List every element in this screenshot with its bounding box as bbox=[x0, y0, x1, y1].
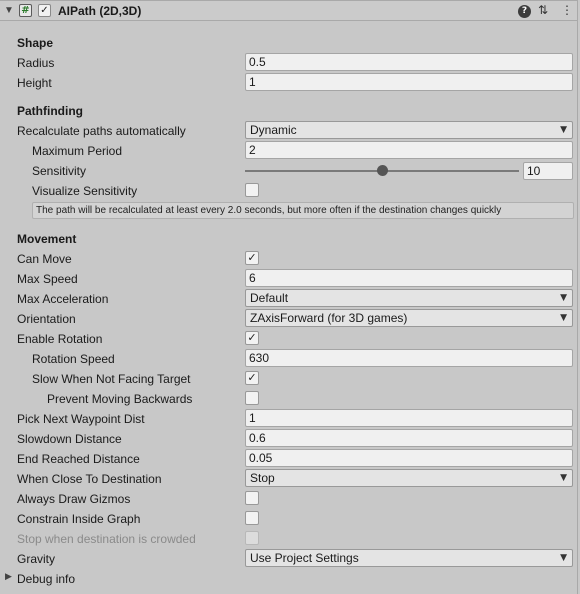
component-header bbox=[0, 0, 578, 21]
recalculate-dropdown[interactable] bbox=[245, 121, 573, 139]
when-close-label: When Close To Destination bbox=[17, 472, 162, 486]
section-title-movement: Movement bbox=[17, 232, 77, 246]
recalculate-value: Dynamic bbox=[250, 123, 297, 137]
constrain-inside-graph-label: Constrain Inside Graph bbox=[17, 512, 141, 526]
section-title-shape: Shape bbox=[17, 36, 54, 50]
inspector-body bbox=[0, 21, 578, 594]
component-title[interactable]: AIPath (2D,3D) bbox=[58, 4, 142, 18]
gravity-value: Use Project Settings bbox=[250, 551, 359, 565]
maximum-period-label: Maximum Period bbox=[32, 144, 123, 158]
enable-rotation-label: Enable Rotation bbox=[17, 332, 103, 346]
prevent-backwards-label: Prevent Moving Backwards bbox=[47, 392, 193, 406]
chevron-down-icon: ▼ bbox=[560, 293, 567, 303]
orientation-dropdown[interactable] bbox=[245, 309, 573, 327]
stop-when-crowded-label: Stop when destination is crowded bbox=[17, 532, 196, 546]
max-speed-field[interactable]: 6 bbox=[245, 269, 573, 287]
presets-icon[interactable]: ⇅ bbox=[538, 3, 549, 17]
sensitivity-field[interactable]: 10 bbox=[523, 162, 573, 180]
height-field[interactable]: 1 bbox=[245, 73, 573, 91]
max-acceleration-value: Default bbox=[250, 291, 289, 305]
always-draw-gizmos-label: Always Draw Gizmos bbox=[17, 492, 131, 506]
enable-rotation-checkbox[interactable]: ✓ bbox=[245, 331, 259, 345]
gravity-dropdown[interactable] bbox=[245, 549, 573, 567]
pick-next-waypoint-label: Pick Next Waypoint Dist bbox=[17, 412, 145, 426]
gravity-label: Gravity bbox=[17, 552, 56, 566]
chevron-down-icon: ▼ bbox=[560, 473, 567, 483]
prevent-backwards-checkbox[interactable] bbox=[245, 391, 259, 405]
rotation-speed-label: Rotation Speed bbox=[32, 352, 115, 366]
orientation-value: ZAxisForward (for 3D games) bbox=[250, 311, 408, 325]
kebab-menu-icon[interactable]: ⋮ bbox=[561, 3, 573, 17]
slow-not-facing-checkbox[interactable]: ✓ bbox=[245, 371, 259, 385]
radius-label: Radius bbox=[17, 56, 55, 70]
can-move-checkbox[interactable]: ✓ bbox=[245, 251, 259, 265]
slow-not-facing-label: Slow When Not Facing Target bbox=[32, 372, 191, 386]
slowdown-distance-label: Slowdown Distance bbox=[17, 432, 122, 446]
chevron-down-icon: ▼ bbox=[560, 553, 567, 563]
rotation-speed-field[interactable]: 630 bbox=[245, 349, 573, 367]
chevron-right-icon[interactable]: ▶ bbox=[5, 572, 12, 582]
end-reached-label: End Reached Distance bbox=[17, 452, 140, 466]
constrain-inside-graph-checkbox[interactable] bbox=[245, 511, 259, 525]
when-close-value: Stop bbox=[250, 471, 275, 485]
debug-info-foldout[interactable]: Debug info bbox=[17, 572, 76, 586]
component-enabled-checkbox[interactable]: ✓ bbox=[38, 4, 51, 17]
visualize-sensitivity-checkbox[interactable] bbox=[245, 183, 259, 197]
stop-when-crowded-checkbox bbox=[245, 531, 259, 545]
max-speed-label: Max Speed bbox=[17, 272, 78, 286]
max-acceleration-dropdown[interactable] bbox=[245, 289, 573, 307]
end-reached-field[interactable]: 0.05 bbox=[245, 449, 573, 467]
chevron-down-icon[interactable]: ▼ bbox=[4, 5, 14, 16]
recalculation-info-box: The path will be recalculated at least every 2.0 seconds, but more often if the destination changes quickly bbox=[32, 202, 574, 219]
always-draw-gizmos-checkbox[interactable] bbox=[245, 491, 259, 505]
chevron-down-icon: ▼ bbox=[560, 313, 567, 323]
orientation-label: Orientation bbox=[17, 312, 76, 326]
sensitivity-label: Sensitivity bbox=[32, 164, 87, 178]
radius-field[interactable]: 0.5 bbox=[245, 53, 573, 71]
slowdown-distance-field[interactable]: 0.6 bbox=[245, 429, 573, 447]
sensitivity-slider-thumb[interactable] bbox=[377, 165, 388, 176]
height-label: Height bbox=[17, 76, 52, 90]
help-icon[interactable]: ? bbox=[518, 5, 531, 18]
visualize-sensitivity-label: Visualize Sensitivity bbox=[32, 184, 138, 198]
max-acceleration-label: Max Acceleration bbox=[17, 292, 109, 306]
recalculate-label: Recalculate paths automatically bbox=[17, 124, 186, 138]
pick-next-waypoint-field[interactable]: 1 bbox=[245, 409, 573, 427]
maximum-period-field[interactable]: 2 bbox=[245, 141, 573, 159]
can-move-label: Can Move bbox=[17, 252, 72, 266]
chevron-down-icon: ▼ bbox=[560, 125, 567, 135]
section-title-pathfinding: Pathfinding bbox=[17, 104, 83, 118]
when-close-dropdown[interactable] bbox=[245, 469, 573, 487]
script-icon: # bbox=[19, 4, 32, 17]
